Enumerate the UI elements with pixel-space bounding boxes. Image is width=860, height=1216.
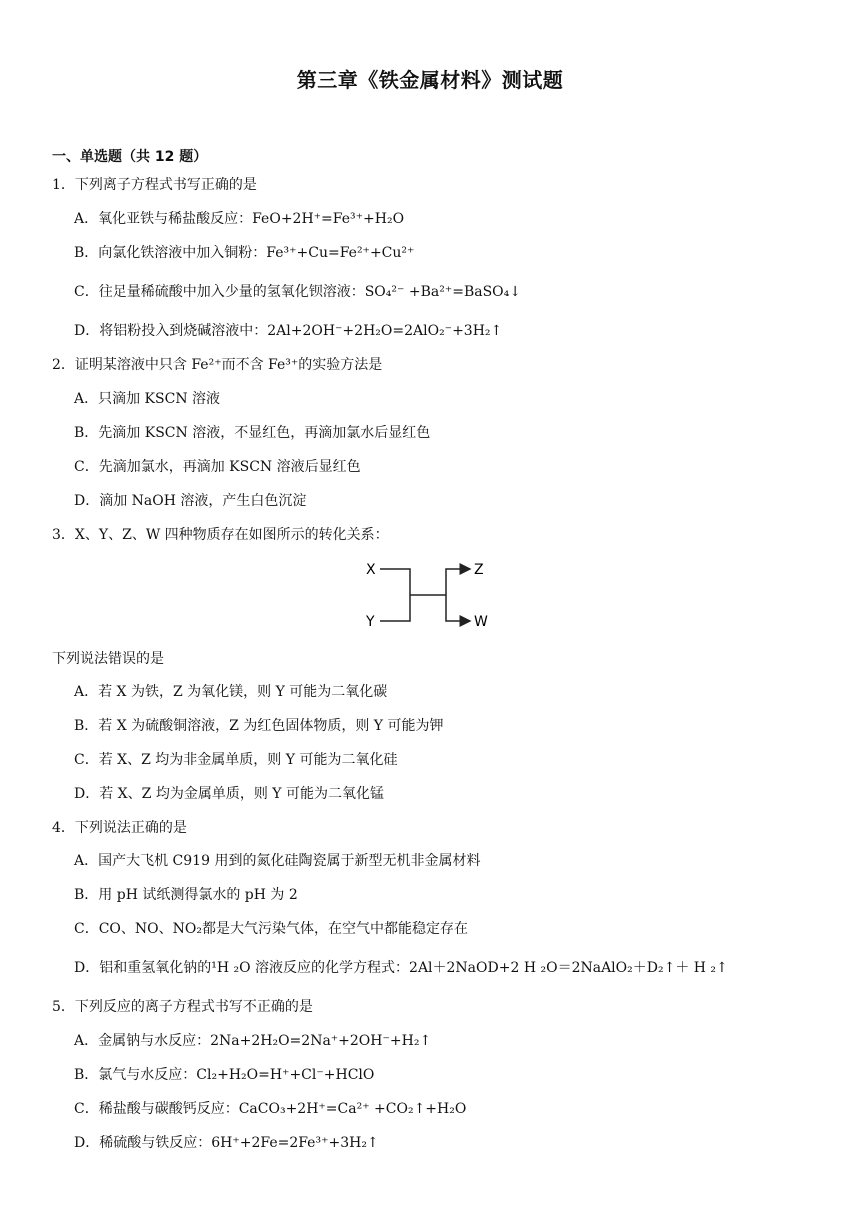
diagram-arrow-w xyxy=(446,595,470,621)
question-1-option-b: B．向氯化铁溶液中加入铜粉：Fe³⁺+Cu=Fe²⁺+Cu²⁺ xyxy=(74,245,415,261)
question-1-option-d: D．将铝粉投入到烧碱溶液中：2Al+2OH⁻+2H₂O=2AlO₂⁻+3H₂↑ xyxy=(74,323,503,339)
question-3-option-d: D．若 X、Z 均为金属单质，则 Y 可能为二氧化锰 xyxy=(74,786,384,802)
page-title: 第三章《铁金属材料》测试题 xyxy=(296,68,564,92)
question-3-option-b: B．若 X 为硫酸铜溶液，Z 为红色固体物质，则 Y 可能为钾 xyxy=(74,718,444,734)
question-2-option-d: D．滴加 NaOH 溶液，产生白色沉淀 xyxy=(74,493,307,509)
question-2-option-a: A．只滴加 KSCN 溶液 xyxy=(74,391,221,407)
question-1-stem: 1．下列离子方程式书写正确的是 xyxy=(52,177,257,193)
question-4-option-c: C．CO、NO、NO₂都是大气污染气体，在空气中都能稳定存在 xyxy=(74,921,468,937)
diagram-label-w: W xyxy=(474,614,488,630)
question-5-option-b: B．氯气与水反应：Cl₂+H₂O=H⁺+Cl⁻+HClO xyxy=(74,1067,375,1083)
question-1-option-c: C．往足量稀硫酸中加入少量的氢氧化钡溶液：SO₄²⁻ +Ba²⁺=BaSO₄↓ xyxy=(74,284,521,300)
question-3-stem: 3．X、Y、Z、W 四种物质存在如图所示的转化关系： xyxy=(52,527,389,543)
question-4-option-b: B．用 pH 试纸测得氯水的 pH 为 2 xyxy=(74,887,298,903)
question-5-option-d: D．稀硫酸与铁反应：6H⁺+2Fe=2Fe³⁺+3H₂↑ xyxy=(74,1135,379,1151)
question-1-option-a: A．氧化亚铁与稀盐酸反应：FeO+2H⁺=Fe³⁺+H₂O xyxy=(74,211,405,227)
question-4-option-d: D．铝和重氢氧化钠的¹H ₂O 溶液反应的化学方程式：2Al＋2NaOD+2 H ₂O＝2NaAlO₂＋D₂↑＋ H ₂↑ xyxy=(74,960,728,976)
question-5-option-a: A．金属钠与水反应：2Na+2H₂O=2Na⁺+2OH⁻+H₂↑ xyxy=(74,1033,432,1049)
diagram-label-x: X xyxy=(366,562,376,578)
question-2-option-c: C．先滴加氯水，再滴加 KSCN 溶液后显红色 xyxy=(74,459,361,475)
conversion-diagram xyxy=(364,558,494,630)
question-2-stem: 2．证明某溶液中只含 Fe²⁺而不含 Fe³⁺的实验方法是 xyxy=(52,357,383,373)
diagram-label-z: Z xyxy=(474,562,484,578)
question-4-option-a: A．国产大飞机 C919 用到的氮化硅陶瓷属于新型无机非金属材料 xyxy=(74,853,481,869)
diagram-connector-left xyxy=(380,569,410,621)
question-3-option-a: A．若 X 为铁，Z 为氧化镁，则 Y 可能为二氧化碳 xyxy=(74,684,388,700)
question-4-stem: 4．下列说法正确的是 xyxy=(52,820,187,836)
question-5-stem: 5．下列反应的离子方程式书写不正确的是 xyxy=(52,999,313,1015)
diagram-label-y: Y xyxy=(366,614,375,630)
question-3-option-c: C．若 X、Z 均为非金属单质，则 Y 可能为二氧化硅 xyxy=(74,752,398,768)
question-5-option-c: C．稀盐酸与碳酸钙反应：CaCO₃+2H⁺=Ca²⁺ +CO₂↑+H₂O xyxy=(74,1101,467,1117)
section-heading: 一、单选题（共 12 题） xyxy=(52,149,208,165)
question-3-substem: 下列说法错误的是 xyxy=(52,651,164,667)
diagram-arrow-z xyxy=(446,569,470,595)
question-2-option-b: B．先滴加 KSCN 溶液，不显红色，再滴加氯水后显红色 xyxy=(74,425,431,441)
